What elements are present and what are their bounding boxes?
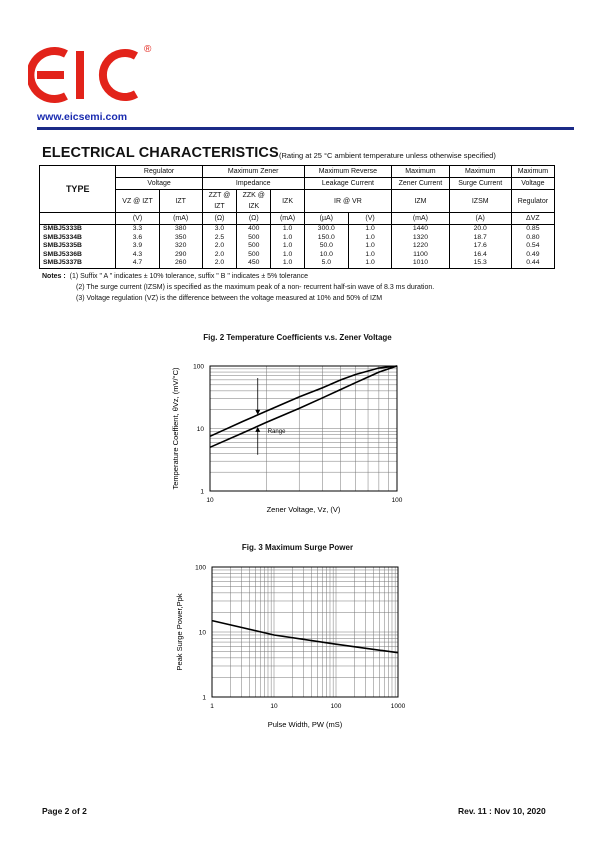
table-cell: 2.0 — [202, 251, 236, 260]
table-cell: 0.44 — [511, 259, 554, 268]
table-cell: 2.0 — [202, 259, 236, 268]
x-tick-label: 10 — [206, 497, 214, 504]
col-group-header: Zener Current — [392, 178, 450, 190]
unit-header: (mA) — [392, 213, 450, 225]
x-tick-label: 1 — [210, 703, 214, 710]
table-cell: 3.0 — [202, 225, 236, 234]
param-header: IZK — [271, 190, 304, 213]
table-cell: 400 — [237, 225, 271, 234]
y-tick-label: 10 — [198, 629, 206, 637]
col-group-header: Voltage — [116, 178, 202, 190]
y-tick-label: 100 — [193, 363, 204, 371]
table-cell: 350 — [159, 234, 202, 243]
part-number-cell: SMBJ5337B — [40, 259, 116, 268]
col-group-header: Maximum — [511, 166, 554, 178]
table-cell: 300.0 — [304, 225, 348, 234]
x-axis-label: Pulse Width, PW (mS) — [267, 720, 343, 729]
table-cell: 17.6 — [449, 242, 511, 251]
type-header: TYPE — [40, 166, 116, 213]
unit-header: (mA) — [271, 213, 304, 225]
table-cell: 2.0 — [202, 242, 236, 251]
unit-header: (V) — [348, 213, 391, 225]
table-cell: 0.49 — [511, 251, 554, 260]
x-tick-label: 100 — [330, 703, 342, 710]
param-header: ZZK @ IZK — [237, 190, 271, 213]
table-cell: 1.0 — [348, 242, 391, 251]
x-tick-label: 1000 — [390, 703, 406, 710]
table-cell: 0.54 — [511, 242, 554, 251]
part-number-cell: SMBJ5336B — [40, 251, 116, 260]
table-cell: 4.7 — [116, 259, 159, 268]
notes-label: Notes : — [42, 273, 66, 280]
website-link[interactable]: www.eicsemi.com — [37, 111, 128, 123]
table-cell: 1.0 — [348, 225, 391, 234]
table-cell: 15.3 — [449, 259, 511, 268]
table-row — [40, 234, 555, 243]
col-group-header: Surge Current — [449, 178, 511, 190]
part-number-cell: SMBJ5334B — [40, 234, 116, 243]
col-group-header: Voltage — [511, 178, 554, 190]
fig2-title: Fig. 2 Temperature Coefficients v.s. Zener Voltage — [203, 333, 392, 342]
table-cell: 3.3 — [116, 225, 159, 234]
table-row — [40, 251, 555, 260]
table-cell: 380 — [159, 225, 202, 234]
note-item: (2) The surge current (IZSM) is specified as the maximum peak of a non- recurrent half-sin wave of 8.3 ms duration. — [76, 284, 435, 291]
table-cell: 0.80 — [511, 234, 554, 243]
table-cell: 4.3 — [116, 251, 159, 260]
series-line — [210, 366, 397, 447]
type-header-blank — [40, 213, 116, 225]
col-group-header: Maximum — [392, 166, 450, 178]
col-group-header: Maximum Zener — [202, 166, 304, 178]
param-header: IZT — [159, 190, 202, 213]
table-cell: 2.5 — [202, 234, 236, 243]
param-header: IR @ VR — [304, 190, 391, 213]
note-item: (1) Suffix " A " indicates ± 10% tolerance, suffix " B " indicates ± 5% tolerance — [69, 273, 308, 280]
registered-mark: ® — [144, 44, 152, 55]
header-rule — [37, 127, 574, 130]
param-header: Regulator — [511, 190, 554, 213]
table-cell: 1320 — [392, 234, 450, 243]
section-title: ELECTRICAL CHARACTERISTICS — [42, 145, 279, 161]
x-tick-label: 10 — [270, 703, 278, 710]
table-cell: 1010 — [392, 259, 450, 268]
table-cell: 320 — [159, 242, 202, 251]
table-cell: 1220 — [392, 242, 450, 251]
param-header: IZSM — [449, 190, 511, 213]
table-cell: 500 — [237, 251, 271, 260]
range-annotation: Range — [267, 428, 286, 435]
table-cell: 290 — [159, 251, 202, 260]
table-cell: 10.0 — [304, 251, 348, 260]
unit-header: (A) — [449, 213, 511, 225]
table-cell: 18.7 — [449, 234, 511, 243]
unit-header: (mA) — [159, 213, 202, 225]
y-axis-label: Temperature Coeffient, θVz, (mV/°C) — [171, 367, 180, 490]
eic-logo — [28, 42, 154, 108]
table-cell: 450 — [237, 259, 271, 268]
table-cell: 0.85 — [511, 225, 554, 234]
unit-header: (µA) — [304, 213, 348, 225]
unit-header: (Ω) — [202, 213, 236, 225]
table-row — [40, 225, 555, 234]
param-header: ZZT @ IZT — [202, 190, 236, 213]
table-cell: 1440 — [392, 225, 450, 234]
x-tick-label: 100 — [391, 497, 403, 504]
y-tick-label: 1 — [200, 488, 204, 496]
note-item: (3) Voltage regulation (VZ) is the difference between the voltage measured at 10% and 50% of IZM — [76, 295, 383, 302]
table-cell: 5.0 — [304, 259, 348, 268]
part-number-cell: SMBJ5333B — [40, 225, 116, 234]
table-cell: 1.0 — [348, 251, 391, 260]
electrical-characteristics-table — [39, 165, 555, 269]
col-group-header: Impedance — [202, 178, 304, 190]
col-group-header: Maximum — [449, 166, 511, 178]
table-cell: 1.0 — [348, 234, 391, 243]
table-cell: 3.6 — [116, 234, 159, 243]
unit-header: ΔVZ — [511, 213, 554, 225]
section-subtitle: (Rating at 25 °C ambient temperature unless otherwise specified) — [279, 151, 496, 160]
table-cell: 20.0 — [449, 225, 511, 234]
col-group-header: Leakage Current — [304, 178, 391, 190]
y-tick-label: 10 — [196, 426, 204, 433]
fig2-chart — [165, 355, 425, 520]
table-cell: 500 — [237, 242, 271, 251]
unit-header: (Ω) — [237, 213, 271, 225]
table-cell: 50.0 — [304, 242, 348, 251]
table-row — [40, 242, 555, 251]
footer-revision: Rev. 11 : Nov 10, 2020 — [458, 806, 546, 816]
y-axis-label: Peak Surge Power,Ppk — [175, 593, 184, 671]
fig3-title: Fig. 3 Maximum Surge Power — [241, 543, 354, 552]
table-cell: 1.0 — [348, 259, 391, 268]
col-group-header: Regulator — [116, 166, 202, 178]
y-tick-label: 100 — [195, 564, 206, 572]
part-number-cell: SMBJ5335B — [40, 242, 116, 251]
col-group-header: Maximum Reverse — [304, 166, 391, 178]
fig3-chart — [165, 558, 425, 738]
table-cell: 150.0 — [304, 234, 348, 243]
param-header: VZ @ IZT — [116, 190, 159, 213]
footer-page: Page 2 of 2 — [42, 806, 87, 816]
table-cell: 16.4 — [449, 251, 511, 260]
series-line — [212, 621, 398, 653]
x-axis-label: Zener Voltage, Vz, (V) — [266, 505, 341, 514]
table-cell: 3.9 — [116, 242, 159, 251]
table-cell: 1.0 — [271, 225, 304, 234]
table-cell: 1.0 — [271, 242, 304, 251]
table-cell: 500 — [237, 234, 271, 243]
table-cell: 260 — [159, 259, 202, 268]
table-row — [40, 259, 555, 268]
param-header: IZM — [392, 190, 450, 213]
y-tick-label: 1 — [202, 694, 206, 702]
table-cell: 1.0 — [271, 234, 304, 243]
notes — [42, 271, 434, 304]
table-cell: 1.0 — [271, 251, 304, 260]
table-cell: 1100 — [392, 251, 450, 260]
table-cell: 1.0 — [271, 259, 304, 268]
unit-header: (V) — [116, 213, 159, 225]
